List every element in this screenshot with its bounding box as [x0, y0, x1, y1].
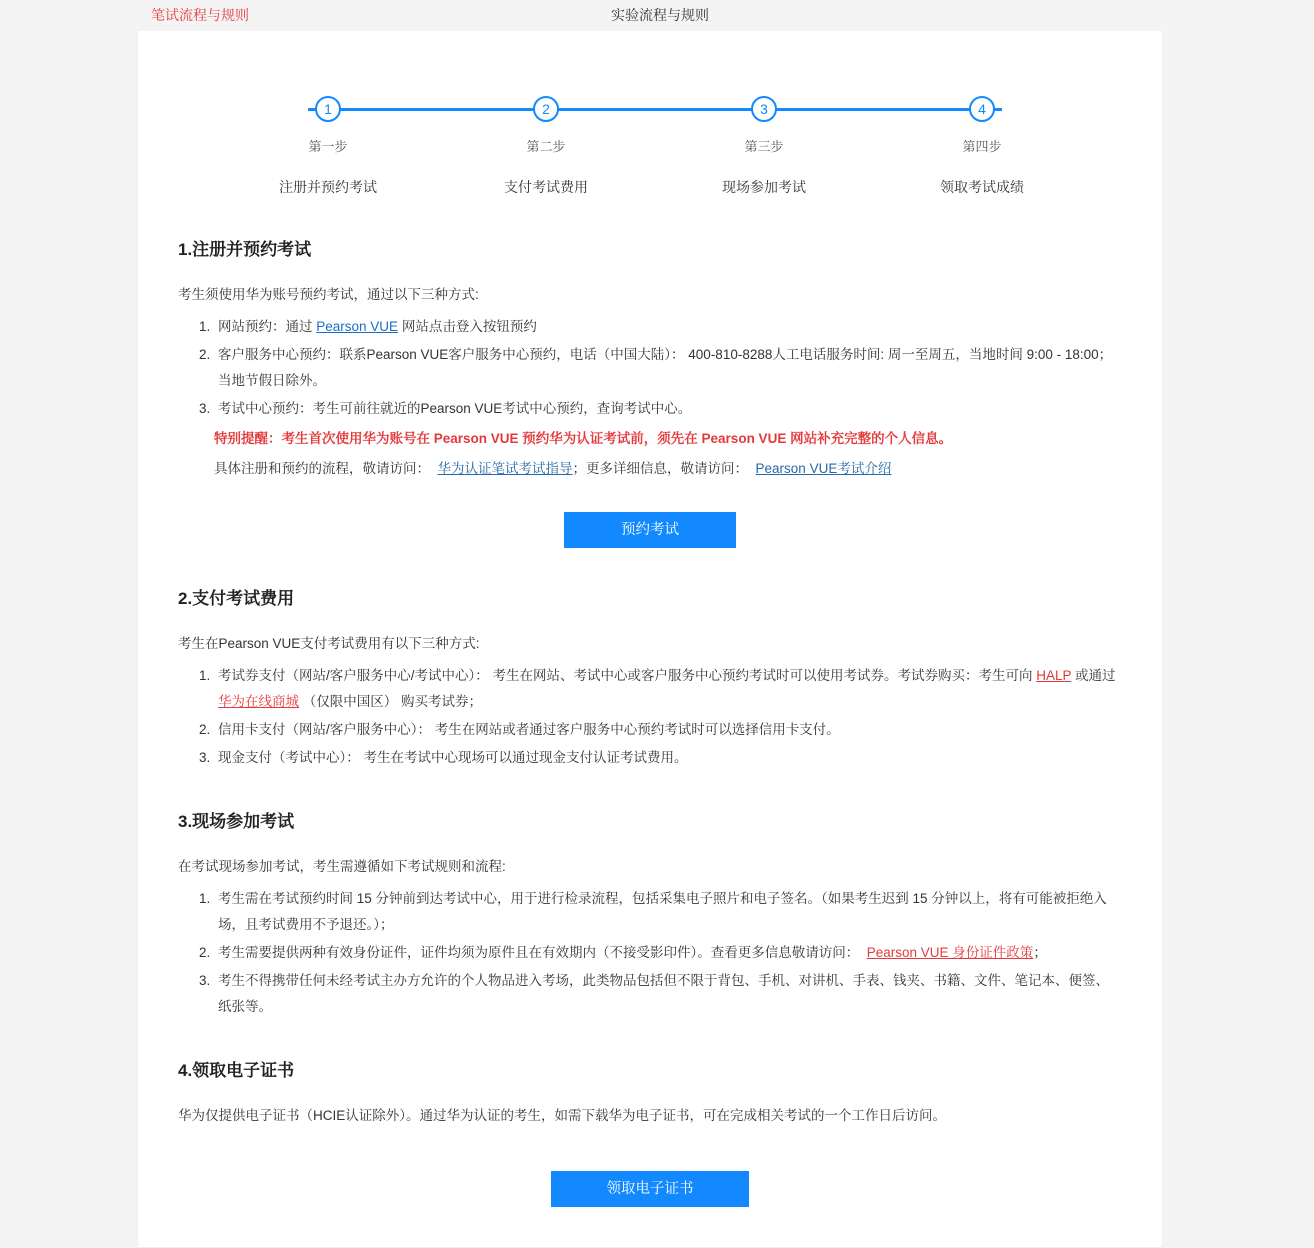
get-certificate-button[interactable]: 领取电子证书 — [551, 1171, 749, 1207]
section-4-title: 4.领取电子证书 — [178, 1061, 295, 1080]
tab-lab-exam[interactable] — [400, 0, 920, 31]
stepper-step-2-circle: 2 — [533, 96, 559, 122]
section-1-guide-mid: ；更多详细信息，敬请访问： — [572, 461, 749, 476]
section-3-item2-post: ； — [1033, 945, 1047, 960]
section-1-notice — [214, 426, 1122, 452]
content-area — [138, 235, 1162, 1207]
section-2-list — [178, 663, 1122, 771]
stepper-step-3-circle: 3 — [751, 96, 777, 122]
stepper-step-2 — [466, 89, 626, 197]
stepper-step-4-name: 第四步 — [962, 139, 1002, 154]
section-2-title: 2.支付考试费用 — [178, 589, 295, 608]
stepper-step-2-desc: 支付考试费用 — [504, 179, 588, 195]
written-exam-guide-link[interactable]: 华为认证笔试考试指导 — [437, 461, 573, 476]
section-3-intro: 在考试现场参加考试，考生需遵循如下考试规则和流程: — [178, 859, 506, 874]
main-card — [137, 31, 1163, 1248]
tab-written-exam[interactable] — [0, 0, 400, 31]
section-1-guide — [214, 456, 1122, 482]
section-2-list-item-1 — [214, 663, 1122, 715]
section-1-item1-pre: 网站预约：通过 — [218, 319, 317, 334]
section-2-item1-post: （仅限中国区） 购买考试券； — [299, 694, 483, 709]
stepper-step-1-name: 第一步 — [308, 139, 348, 154]
section-4-text: 华为仅提供电子证书（HCIE认证除外）。通过华为认证的考生，如需下载华为电子证书，可在完成相关考试的一个工作日后访问。 — [178, 1108, 947, 1123]
section-1-item1-post: 网站点击登入按钮预约 — [398, 319, 537, 334]
section-2-item1-pre: 考试券支付（网站/客户服务中心/考试中心）： 考生在网站、考试中心或客户服务中心预约考试时可以使用考试券。考试券购买：考生可向 — [218, 668, 1037, 683]
section-1-guide-pre: 具体注册和预约的流程，敬请访问： — [214, 461, 430, 476]
stepper-step-4-desc: 领取考试成绩 — [940, 179, 1024, 195]
section-1-notice-wrap — [178, 426, 1122, 482]
stepper-step-4-circle: 4 — [969, 96, 995, 122]
section-2-intro: 考生在Pearson VUE支付考试费用有以下三种方式: — [178, 636, 480, 651]
section-1-notice-label: 特别提醒： — [214, 431, 282, 446]
pearson-vue-intro-link[interactable]: Pearson VUE考试介绍 — [755, 461, 892, 476]
get-certificate-button-wrap — [178, 1171, 1122, 1207]
tab-bar — [0, 0, 1314, 31]
id-policy-link[interactable]: Pearson VUE 身份证件政策 — [866, 945, 1034, 960]
pearson-vue-link[interactable]: Pearson VUE — [316, 319, 399, 334]
stepper-step-1-circle: 1 — [315, 96, 341, 122]
section-3-list-item-1: 1. 考生需在考试预约时间 15 分钟前到达考试中心，用于进行检录流程，包括采集电子照片和电子签名。（如果考生迟到 15 分钟以上，将有可能被拒绝入场，且考试费用不予退还。）； — [214, 886, 1122, 938]
section-1-notice-text: 考生首次使用华为账号在 Pearson VUE 预约华为认证考试前，须先在 Pearson VUE 网站补充完整的个人信息。 — [281, 431, 953, 446]
book-exam-button[interactable]: 预约考试 — [564, 512, 736, 548]
section-3-item2-pre: 考生需要提供两种有效身份证件，证件均须为原件且在有效期内（不接受影印件）。查看更多信息敬请访问： — [218, 945, 860, 960]
stepper-step-4 — [902, 89, 1062, 197]
section-3-list-item-2 — [214, 940, 1122, 966]
tab-lab-exam-label: 实验流程与规则 — [611, 7, 709, 23]
section-1-list-item-2: 2. 客户服务中心预约：联系Pearson VUE客户服务中心预约，电话（中国大陆）： 400-810-8288人工电话服务时间: 周一至周五，当地时间 9:00 - 18:00；当地节假日除外。 — [214, 342, 1122, 394]
section-2-list-item-2: 2. 信用卡支付（网站/客户服务中心）： 考生在网站或者通过客户服务中心预约考试时可以选择信用卡支付。 — [214, 717, 1122, 743]
section-3-list — [178, 886, 1122, 1020]
halp-link[interactable]: HALP — [1036, 668, 1072, 683]
section-1-list-item-3: 3. 考试中心预约：考生可前往就近的Pearson VUE考试中心预约，查询考试中心。 — [214, 396, 1122, 422]
section-2-item1-mid: 或通过 — [1071, 668, 1116, 683]
section-1-intro: 考生须使用华为账号预约考试，通过以下三种方式: — [178, 287, 479, 302]
section-2-list-item-3: 3. 现金支付（考试中心）： 考生在考试中心现场可以通过现金支付认证考试费用。 — [214, 745, 1122, 771]
stepper-items — [248, 89, 1062, 197]
stepper-step-3-desc: 现场参加考试 — [722, 179, 806, 195]
stepper-step-1-desc: 注册并预约考试 — [279, 179, 377, 195]
stepper-step-3 — [684, 89, 844, 197]
huawei-online-store-link[interactable]: 华为在线商城 — [218, 694, 299, 709]
progress-stepper — [138, 89, 1162, 199]
section-1-list — [178, 314, 1122, 422]
section-3-list-item-3: 3. 考生不得携带任何未经考试主办方允许的个人物品进入考场，此类物品包括但不限于背包、手机、对讲机、手表、钱夹、书籍、文件、笔记本、便签、纸张等。 — [214, 968, 1122, 1020]
section-1-title: 1.注册并预约考试 — [178, 240, 312, 259]
tab-written-exam-label: 笔试流程与规则 — [151, 7, 249, 23]
stepper-step-2-name: 第二步 — [526, 139, 566, 154]
book-exam-button-wrap — [178, 512, 1122, 548]
section-1-list-item-1 — [214, 314, 1122, 340]
stepper-step-3-name: 第三步 — [744, 139, 784, 154]
section-3-title: 3.现场参加考试 — [178, 812, 295, 831]
stepper-step-1 — [248, 89, 408, 197]
